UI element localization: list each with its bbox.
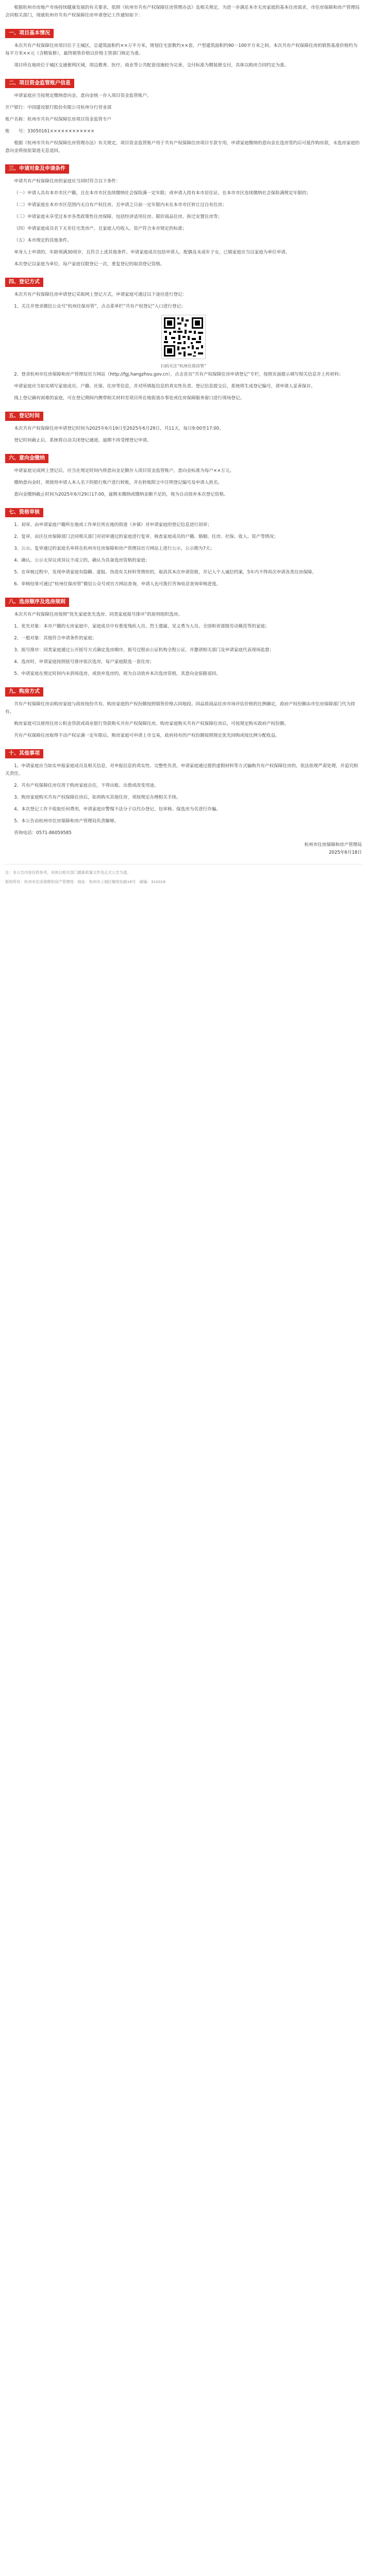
section-paragraph: 共有产权保障住房取得不动产权证满一定年限后，购房家庭可申请上市交易，政府持有的产权份额按照规定优先回购或按比例分配收益。 [14,733,280,738]
section-paragraph: 本次登记以家庭为单位，每户家庭仅限登记一次，重复登记的取消登记资格。 [14,262,165,267]
section-paragraph: 5、申请家庭在规定时间内未到场选房，或放弃选房的，视为自动放弃本次选房资格，其意向金原路退回。 [14,671,221,676]
section-heading: 七、资格审核 [5,508,43,517]
contact-phone: 咨询电话：0571-86059585 [14,831,72,836]
section-paragraph: 2、复审。由区住房保障部门会同相关部门对初审通过的家庭进行复审，核查家庭成员的户籍、婚姻、住房、社保、收入、资产等情况； [14,534,278,539]
intro-paragraph: 根据杭州市房地产市场持续健康发展的有关要求，依照《杭州市共有产权保障住房管理办法》及相关规定，为进一步满足本市无房家庭的基本住房需求，市住房保障和房产管理局会同相关部门，现就杭州市共有产权保障住房申请登记工作通知如下： [5,5,360,18]
section-heading: 五、登记时间 [5,412,43,421]
account-name: 账户名称：杭州市共有产权保障住房项目资金监管专户 [5,117,112,122]
section-heading: 六、意向金缴纳 [5,454,48,463]
section-paragraph: 3、公示。复审通过的家庭名单将在杭州市住房保障和房产管理局官方网站上进行公示，公示期为7天； [14,546,215,551]
section-paragraph: 1、关注并登录微信公众号“杭州住保房管”，点击菜单栏“共有产权登记”入口进行登记； [14,304,186,309]
qr-code-block [5,315,362,369]
section-3 [5,159,362,268]
section-paragraph: 本次共有产权保障住房项目位于主城区，总建筑面积约××万平方米，规划住宅套数约××套，户型建筑面积约90－100平方米之间。本次共有产权保障住房的销售基准价格约为每平方米××元（含精装修），最终销售价格以价格主管部门核定为准。 [5,43,358,56]
section-heading: 八、选房顺序及选房规则 [5,598,69,607]
signature-date: 2025年6月18日 [328,850,362,855]
qr-code-icon [162,315,205,359]
section-paragraph: 4、确认。公示无异议或异议不成立的，确认为具备选房资格的家庭； [14,558,150,563]
section-paragraph: 登记时间截止后，系统将自动关闭登记通道，逾期不再受理登记申请。 [14,438,152,443]
footer-note: 注：本公告内容仅供参考，具体以相关部门最新政策文件及正式公告为准。 [5,870,131,875]
section-paragraph: 5、在审核过程中，发现申请家庭有隐瞒、虚报、伪造有关材料等情形的，取消其本次申请资格，并记入个人诚信档案，5年内不得再次申请各类住房保障。 [14,570,316,575]
section-paragraph: 3、购房家庭购买共有产权保障住房后，如再购买其他住房，须按规定办理相关手续。 [14,795,181,800]
section-paragraph: （四）申请家庭成员名下无非住宅类房产，且家庭人均收入、资产符合本市规定的标准； [14,226,187,231]
account-number: 账 号：33050161×××××××××××× [5,129,95,134]
signature-org: 杭州市住房保障和房产管理局 [304,842,362,848]
section-paragraph: 2、一般对象：其他符合申请条件的家庭； [14,636,97,641]
section-paragraph: 1、优先对象：本市户籍的无房家庭中，家庭成员中有重度残疾人员、烈士遗属、见义勇为人员、全国和省部级劳动模范等的家庭； [14,624,270,629]
section-paragraph: 6、审核结果可通过“杭州住保房管”微信公众号或官方网站查询，申请人也可拨打咨询电话查询审核进度。 [14,582,221,587]
section-paragraph: 申请家庭完成网上登记后，应当在规定时间内将意向金足额存入项目资金监管账户，意向金标准为每户××万元。 [14,468,235,473]
section-paragraph: 申请共有产权保障住房的家庭应当同时符合以下条件： [14,179,121,184]
section-1 [5,24,362,70]
section-paragraph: 根据《杭州市共有产权保障住房管理办法》有关规定，项目资金监管账户用于共有产权保障住房项目专款专用，申请家庭缴纳的意向金在选房签约后可抵作购房款，未选房家庭的意向金将按原渠道无息退回。 [5,141,360,154]
section-paragraph: 本次共有产权保障住房申请登记采取网上登记方式，申请家庭可通过以下途径进行登记： [14,292,187,297]
section-heading: 十、其他事项 [5,749,43,758]
section-paragraph: 4、选房时，申请家庭按照摇号排序依次选房，每户家庭限选一套住房； [14,659,155,665]
section-4 [5,273,362,402]
section-heading: 四、登记方式 [5,278,43,287]
section-paragraph: 购房家庭可以使用住房公积金贷款或商业银行贷款购买共有产权保障住房。购房家庭购买共有产权保障住房后，可按规定购买政府产权份额。 [14,721,289,726]
section-9 [5,682,362,740]
qr-code-caption: 扫码关注“杭州住保房管” [160,364,207,368]
section-paragraph: 共有产权保障住房由购房家庭与政府按份共有。购房家庭的产权份额按照销售价格占同地段、同品质商品住房市场评估价格的比例确定，政府产权份额由市住房保障部门代为持有。 [5,702,355,715]
section-6 [5,449,362,499]
section-heading: 二、项目资金监管账户信息 [5,79,74,88]
section-paragraph: 2、共有产权保障住房仅用于购房家庭自住，不得出租、出借或改变用途。 [14,783,159,788]
section-5 [5,406,362,445]
bank-name: 开户银行：中国建设银行股份有限公司杭州分行营业部 [5,105,112,110]
section-paragraph: 意向金缴纳截止时间为2025年6月29日17:00，逾期未缴纳或缴纳金额不足的，视为自动放弃本次登记资格。 [14,492,228,497]
section-paragraph: 3、摇号排序：同类家庭通过公开摇号方式确定选房顺序，摇号过程由公证机构全程公证，并邀请相关部门及申请家庭代表现场监督； [14,648,274,653]
qr-code-image[interactable] [161,315,206,359]
footer-divider [5,864,362,865]
section-heading: 九、购房方式 [5,687,43,697]
section-paragraph: 本次共有产权保障住房申请登记时间为2025年6月19日至2025年6月29日，共11天，每日9:00至17:00。 [14,426,224,431]
section-heading: 三、申请对象及申请条件 [5,164,69,174]
section-paragraph: （一）申请人具有本市市区户籍，且在本市市区连续缴纳社会保险满一定年限；或申请人持有本市居住证，在本市市区连续缴纳社会保险满规定年限的； [14,191,311,196]
section-paragraph: 2、登录杭州市住房保障和房产管理局官方网站（http://fgj.hangzhou.gov.cn），点击首页“共有产权保障住房申请登记”专栏，按照页面提示填写相关信息并上传材料； [14,372,343,377]
section-paragraph: （二）申请家庭在本市市区范围内无自有产权住房，且申请之日前一定年限内未在本市市区转让过自有住房； [14,202,227,208]
section-paragraph: 缴纳意向金时，须使用申请人本人名下的银行账户进行转账，并在转账附言中注明登记编号及申请人姓名。 [14,480,223,485]
section-paragraph: 5、本公告由杭州市住房保障和房产管理局负责解释。 [14,819,119,824]
section-paragraph: 1、申请家庭应当如实申报家庭成员及相关信息，对申报信息的真实性、完整性负责。申请家庭通过提供虚假材料等方式骗购共有产权保障住房的，依法依规严肃处理，并追究相关责任。 [5,764,358,776]
section-paragraph: 4、本次登记工作不收取任何费用，申请家庭应警惕不法分子以代办登记、包审核、保选房为名进行诈骗。 [14,807,221,812]
section-8 [5,592,362,678]
section-7 [5,503,362,588]
footer-note: 版权所有：杭州市住房保障和房产管理局 地址：杭州市上城区解放东路18号 邮编：310016 [5,879,166,884]
section-paragraph: 单身人士申请的，年龄须满30周岁，且符合上述其他条件。申请家庭成员包括申请人、配偶及未成年子女，已婚家庭应当以家庭为单位申请。 [14,250,290,255]
section-paragraph: （五）本市规定的其他条件。 [14,238,72,243]
section-paragraph: （三）申请家庭未享受过本市各类政策性住房保障，包括经济适用住房、限价商品住房、拆迁安置住房等； [14,214,223,219]
section-2 [5,74,362,155]
section-paragraph: 项目所在地块位于城区交通便利区域，周边教育、医疗、商业等公共配套设施较为完善，交付标准为精装修交付，具体以购房合同约定为准。 [14,63,289,68]
section-10 [5,744,362,825]
section-paragraph: 线上登记确有困难的家庭，可在登记期间内携带相关材料至项目所在地街道办事处或住房保障服务窗口进行现场登记。 [14,396,245,401]
section-paragraph: 申请家庭应当按规定缴纳意向金，意向金统一存入项目资金监管账户。 [14,93,152,98]
section-paragraph: 申请家庭应当如实填写家庭成员、户籍、社保、住房等信息，并对所填报信息的真实性负责。登记信息提交后，系统将生成登记编号，请申请人妥善保存。 [14,384,315,389]
section-heading: 一、项目基本情况 [5,29,54,38]
section-paragraph: 本次共有产权保障住房按照“优先家庭优先选房、同类家庭摇号排序”的原则组织选房。 [14,612,183,617]
section-paragraph: 1、初审。由申请家庭户籍所在地或工作单位所在地的街道（乡镇）对申请家庭的登记信息进行初审； [14,522,212,528]
